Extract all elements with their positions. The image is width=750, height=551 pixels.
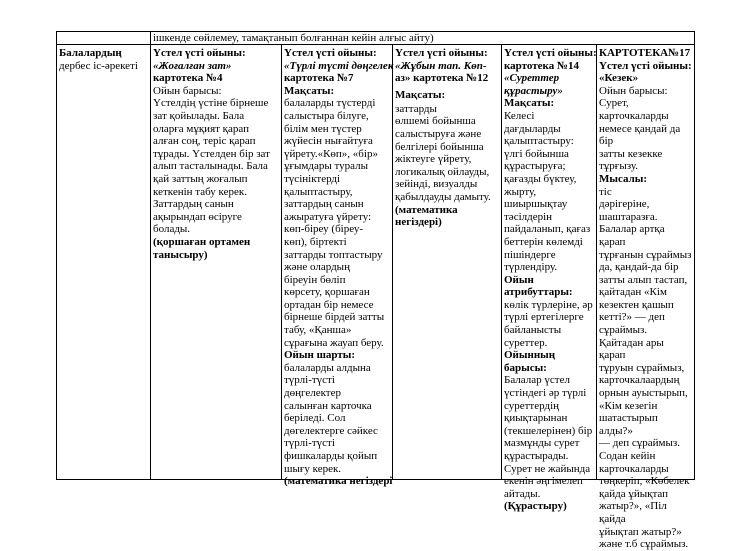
- card5-subtitle: Үстел үсті ойыны:: [599, 59, 692, 72]
- card5-number: «Кезек»: [599, 72, 639, 85]
- card2-subtitle: «Түрлі түсті дөңгелек: [284, 59, 394, 72]
- row-label-line2: дербес іс-әрекеті: [59, 60, 138, 72]
- card3-body: заттарды өлшемі бойынша салыстыруға және белгілері бойынша жіктеуге үйрету, логикалық ойлауды, зейінді, визуалды қабылдауды дамыту.: [395, 102, 491, 203]
- card4-attr-label: Ойын атрибуттары:: [504, 273, 573, 299]
- card3-body-first: [447, 89, 451, 101]
- card-cell-1: [150, 44, 282, 480]
- card4-number: «Суреттер құрастыру»: [504, 72, 563, 97]
- row-label-cell: [56, 44, 151, 480]
- card2-body: балаларды түстерді салыстыра білуге, білім мен түстер жүйесін нығайтуға үйрету.«Көп», «бір» ұғымдары туралы түсініктерді қалыптастыру, заттардың санын ажыратуға үйрету: көп-біреу (біреу- көп), біртекті заттарды топтастыру және олардың біреуін бөліп көрсету, қоршаған ортадан бір немесе бірнеше бірдей затты табу, «Қанша» сұрағына жауап беру.: [284, 97, 385, 349]
- card3-footer: (математика негіздері): [395, 203, 458, 229]
- row-label-line1: Балалардың: [59, 47, 122, 59]
- card5-title: КАРТОТЕКА№17: [599, 47, 691, 59]
- card4-process: Балалар үстел үстіндегі әр түрлі суреттердің қиықтарынан (текшелерінен) бір мазмұнды сурет құрастырады. Сурет не жайында екенін әңгімелеп айтады.: [504, 374, 593, 500]
- card1-title: Үстел үсті ойыны:: [153, 47, 246, 59]
- card3-title: Үстел үсті ойыны:: [395, 47, 488, 59]
- card4-title: Үстел үсті ойыны:: [504, 47, 597, 59]
- card1-body: Ойын барысы: Үстелдің үстіне бірнеше зат қойылады. Бала оларға мұқият қарап алған соң, теріс қарап тұрады. Үстелден бір зат алып тасталынады. Бала қай заттың жоғалып кеткенін табу керек. Заттардың санын ақырындап өсіруге болады.: [153, 84, 270, 236]
- card-cell-4: [501, 44, 597, 513]
- card-cell-2: [281, 44, 394, 488]
- card2-goal-label: Мақсаты:: [284, 84, 335, 97]
- card1-footer: (қоршаған ортамен танысыру): [153, 235, 251, 261]
- card4-subtitle: картотека №14: [504, 59, 580, 72]
- top-row-content-cell: [150, 31, 695, 45]
- card2-rules-label: Ойын шарты:: [284, 349, 355, 362]
- card5-example: тіс дәрігеріне, шаштаразға. Балалар артқа қарап тұрғанын сұраймыз да, қандай-да бір затты алып тастап, қайтадан «Кім кезектен қашып кетті?» — деп сұраймыз. Қайтадан ары қарап тұруын сұраймыз, карточкалаардың орнын ауыстырып, «Кім кезегін шатастырып алды?» — деп сұраймыз. Содан кейін карточкаларды төңкеріп, «Көбелек қайда ұйықтап жатыр?», «Піл қайда ұйықтап жатыр?» және т.б сұраймыз.: [599, 185, 692, 551]
- card2-title: Үстел үсті ойыны:: [284, 47, 377, 59]
- card4-body: Келесі дағдыларды қалыптастыру: үлгі бойынша құрастыруға; қағазды бүктеу, жырту, шиыршықтау тәсілдерін пайдаланып, қағаз беттерін көлемді пішіндерге түрлендіру.: [504, 109, 591, 274]
- card-cell-5: [596, 44, 695, 551]
- card4-attr: көлік түрлеріне, әр түрлі ертегілерге байланысты суреттер.: [504, 298, 593, 349]
- card2-rules: балаларды алдына түрлі-түсті дөңгелектер салынған карточка беріледі. Сол дөгелектерге сәйкес түрлі-түсті фишкаларды қойып шығу керек.: [284, 361, 378, 475]
- card3-goal-label: Мақсаты:: [395, 88, 446, 101]
- card-cell-3: [392, 44, 502, 480]
- top-row-left-cell: [56, 31, 151, 45]
- card1-subtitle: «Жоғалған зат»: [153, 59, 232, 72]
- card1-number: картотека №4: [153, 72, 223, 85]
- card4-process-label: Ойынның барысы:: [504, 349, 556, 374]
- card5-example-label: Мысалы:: [599, 172, 648, 185]
- card3-subtitle: «Жұбын тап. Көп-: [395, 59, 487, 72]
- card3-number: аз» картотека №12: [395, 72, 489, 85]
- top-row-text: ішкенде сөйлемеу, тамақтанып болғаннан кейін алғыс айту): [153, 32, 434, 44]
- card5-body: Ойын барысы: Сурет, карточкаларды немесе қандай да бір затты кезекке тұрғызу.: [599, 84, 681, 173]
- card2-number: картотека №7: [284, 72, 354, 85]
- card2-footer: (математика негіздері: [284, 475, 393, 488]
- card4-footer: (Құрастыру): [504, 500, 567, 513]
- card4-goal-label: Мақсаты:: [504, 97, 555, 110]
